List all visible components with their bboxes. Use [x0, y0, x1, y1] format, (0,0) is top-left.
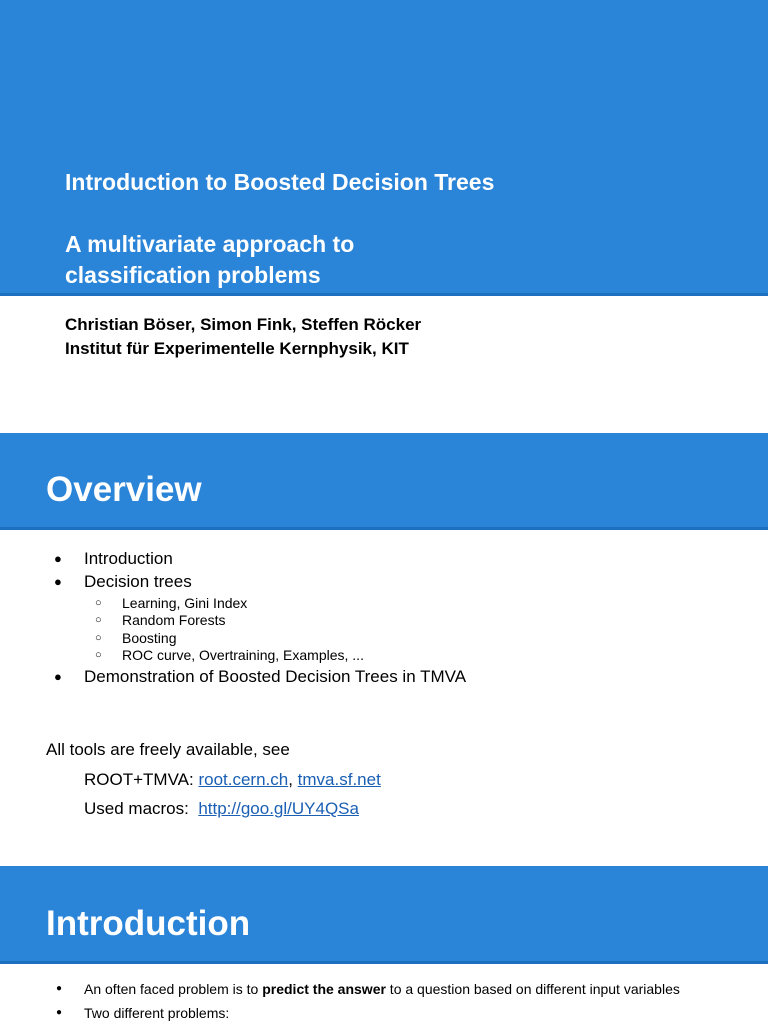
introduction-heading: Introduction: [46, 904, 251, 943]
bullet-icon: ●: [54, 669, 62, 684]
bullet-text: Two different problems:: [84, 1005, 230, 1021]
sub-bullet-text: Random Forests: [122, 612, 226, 628]
title-slide: [0, 0, 768, 413]
sub-bullet-text: Boosting: [122, 630, 177, 646]
sub-bullet-icon: ○: [95, 597, 102, 609]
subtitle-line-2: classification problems: [65, 262, 321, 288]
bullet-text: Decision trees: [84, 572, 192, 591]
bullet-icon: ●: [54, 574, 62, 589]
institute: Institut für Experimentelle Kernphysik, KIT: [65, 339, 409, 358]
root-tmva-label: ROOT+TMVA:: [84, 770, 199, 789]
sub-bullet-text: Learning, Gini Index: [122, 595, 248, 611]
macros-line: [84, 799, 359, 819]
title-band-edge: [0, 293, 768, 296]
overview-header-edge: [0, 527, 768, 530]
bullet-icon: ●: [54, 551, 62, 566]
root-cern-link[interactable]: root.cern.ch: [198, 770, 289, 789]
introduction-header-edge: [0, 961, 768, 964]
presentation-subtitle: [65, 229, 665, 291]
bullet-text: [84, 981, 680, 997]
subtitle-line-1: A multivariate approach to: [65, 231, 355, 257]
overview-heading: Overview: [46, 470, 202, 509]
sub-bullet-icon: ○: [95, 649, 102, 661]
author-block: [65, 313, 421, 361]
presentation-title: Introduction to Boosted Decision Trees: [65, 169, 495, 195]
link-separator: ,: [288, 770, 298, 789]
macros-label: Used macros:: [84, 799, 199, 818]
bullet-text: Introduction: [84, 549, 173, 568]
tmva-link[interactable]: tmva.sf.net: [297, 770, 381, 789]
bullet-text-end: to a question based on different input variables: [385, 981, 680, 997]
bullet-text-emphasis: predict the answer: [262, 981, 386, 997]
bullet-icon: ●: [56, 1007, 63, 1018]
sub-bullet-text: ROC curve, Overtraining, Examples, ...: [122, 647, 364, 663]
root-tmva-line: [84, 770, 381, 790]
sub-bullet-icon: ○: [95, 632, 102, 644]
sub-bullet-icon: ○: [95, 614, 102, 626]
overview-slide: [0, 433, 768, 846]
introduction-slide: [0, 866, 768, 1024]
authors: Christian Böser, Simon Fink, Steffen Röcker: [65, 315, 422, 334]
tools-intro: All tools are freely available, see: [46, 740, 290, 759]
bullet-icon: ●: [56, 983, 63, 994]
bullet-text-start: An often faced problem is to: [84, 981, 263, 997]
macros-link[interactable]: http://goo.gl/UY4QSa: [198, 799, 359, 818]
bullet-text: Demonstration of Boosted Decision Trees in TMVA: [84, 667, 467, 686]
